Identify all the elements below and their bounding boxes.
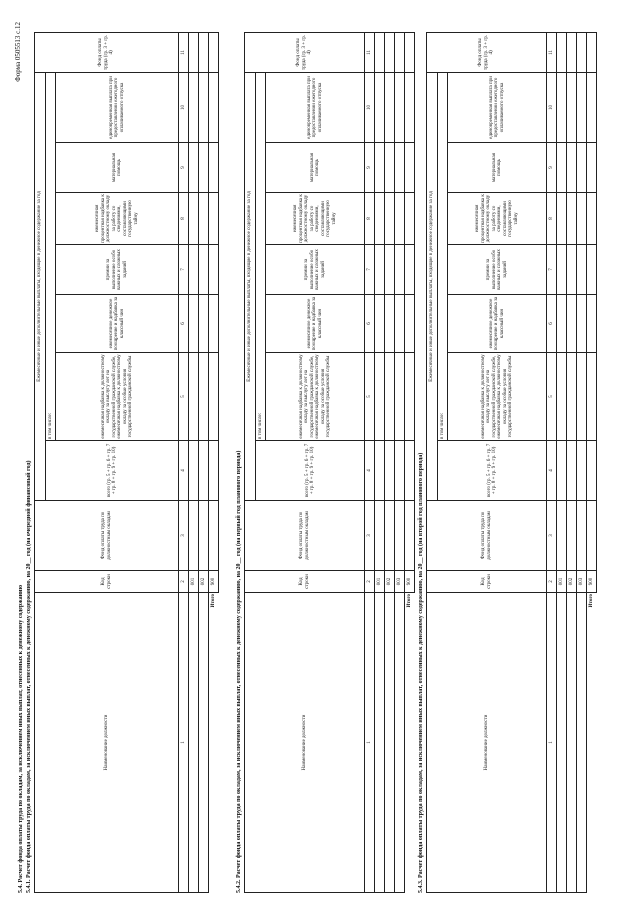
table-cell — [567, 193, 577, 245]
col-number-8: 8 — [179, 193, 189, 245]
total-cell — [587, 295, 597, 353]
table-cell — [567, 143, 577, 193]
row-code-cell: 002 — [567, 571, 577, 593]
header-salary-fund: Фонд оплаты труда по должностным окладам — [245, 501, 365, 571]
table-cell — [567, 72, 577, 142]
total-label: Итого — [405, 593, 415, 893]
table-cell — [557, 353, 567, 441]
table-cell — [395, 593, 405, 893]
total-cell — [209, 32, 219, 72]
table-cell — [557, 72, 567, 142]
header-including: в том числе: — [46, 72, 56, 440]
table-cell — [557, 295, 567, 353]
table-cell — [385, 593, 395, 893]
table-cell — [199, 32, 209, 72]
table-row — [385, 32, 395, 892]
col-number-4: 4 — [547, 441, 557, 501]
table-cell — [395, 193, 405, 245]
total-cell — [587, 245, 597, 295]
table-cell — [557, 245, 567, 295]
total-cell — [209, 72, 219, 142]
total-cell — [209, 295, 219, 353]
header-payroll-fund: Фонд оплаты труда (гр. 3 + гр. 4) — [35, 32, 179, 72]
total-cell — [209, 245, 219, 295]
col-number-11: 11 — [179, 32, 189, 72]
header-position-name: Наименование должности — [35, 593, 179, 893]
table-cell — [395, 143, 405, 193]
table-row — [189, 32, 199, 892]
total-cell — [405, 501, 415, 571]
row-code-cell: 001 — [375, 571, 385, 593]
section-title-2: 5.4.2. Расчет фонда оплаты труда по окладам, за исключением иных выплат, отнесенных к денежному содержанию, на 20__ год (на первый год планового периода) — [236, 450, 242, 893]
total-cell — [405, 143, 415, 193]
table-cell — [375, 441, 385, 501]
table-cell — [189, 353, 199, 441]
total-code-cell: 900 — [405, 571, 415, 593]
header-total: всего (гр. 5 + гр. 6 + гр. 7 + гр. 8 + гр. 9 + гр. 10) — [438, 441, 547, 501]
col-number-1: 1 — [547, 593, 557, 893]
table-cell — [567, 32, 577, 72]
header-row-code: Код строки — [245, 571, 365, 593]
header-col-9: материальная помощь — [56, 143, 179, 193]
table-row — [577, 32, 587, 892]
col-number-7: 7 — [547, 245, 557, 295]
total-cell — [587, 143, 597, 193]
col-number-6: 6 — [547, 295, 557, 353]
table-cell — [189, 593, 199, 893]
table-cell — [395, 245, 405, 295]
header-col-8: ежемесячная процентная надбавка к должностному окладу за работу со сведениями, составляющими государственную тайну — [448, 193, 547, 245]
table-cell — [199, 245, 209, 295]
col-number-6: 6 — [179, 295, 189, 353]
col-number-6: 6 — [365, 295, 375, 353]
table-cell — [557, 193, 567, 245]
table-cell — [557, 143, 567, 193]
total-cell — [209, 193, 219, 245]
table-cell — [199, 501, 209, 571]
header-col-10: единовременная выплата при предоставлении ежегодного оплачиваемого отпуска — [266, 72, 365, 142]
header-col-8: ежемесячная процентная надбавка к должностному окладу за работу со сведениями, составляющими государственную тайну — [266, 193, 365, 245]
col-number-7: 7 — [179, 245, 189, 295]
header-col-9: материальная помощь — [266, 143, 365, 193]
header-col-10: единовременная выплата при предоставлении ежегодного оплачиваемого отпуска — [56, 72, 179, 142]
col-number-1: 1 — [365, 593, 375, 893]
header-extra-payments: Ежемесячные и иные дополнительные выплаты, входящие в денежное содержание за год — [427, 72, 438, 500]
table-cell — [577, 143, 587, 193]
table-cell — [189, 295, 199, 353]
col-number-10: 10 — [179, 72, 189, 142]
col-number-9: 9 — [547, 143, 557, 193]
col-number-7: 7 — [365, 245, 375, 295]
col-number-9: 9 — [179, 143, 189, 193]
col-number-5: 5 — [365, 353, 375, 441]
table-cell — [577, 441, 587, 501]
col-number-2: 2 — [179, 571, 189, 593]
total-row — [587, 32, 597, 892]
header-col-5: ежемесячная надбавка к должностному окладу за выслугу лет на государственной гражданской службе, ежемесячная надбавка к должностному окладу за особые условия государственной гражданской службы — [448, 353, 547, 441]
table-cell — [557, 32, 567, 72]
total-cell — [405, 441, 415, 501]
header-col-6: ежемесячное денежное поощрение и надбавка за классный чин — [448, 295, 547, 353]
header-payroll-fund: Фонд оплаты труда (гр. 3 + гр. 4) — [427, 32, 547, 72]
total-label: Итого — [209, 593, 219, 893]
table-cell — [395, 441, 405, 501]
table-cell — [557, 501, 567, 571]
table-cell — [577, 501, 587, 571]
table-row — [199, 32, 209, 892]
header-position-name: Наименование должности — [245, 593, 365, 893]
col-number-3: 3 — [365, 501, 375, 571]
total-cell — [587, 32, 597, 72]
table-cell — [199, 295, 209, 353]
table-cell — [375, 143, 385, 193]
table-cell — [375, 72, 385, 142]
header-salary-fund: Фонд оплаты труда по должностным окладам — [35, 501, 179, 571]
header-col-10: единовременная выплата при предоставлении ежегодного оплачиваемого отпуска — [448, 72, 547, 142]
table-cell — [199, 353, 209, 441]
total-cell — [209, 143, 219, 193]
col-number-5: 5 — [547, 353, 557, 441]
table-cell — [577, 295, 587, 353]
col-number-4: 4 — [179, 441, 189, 501]
col-number-10: 10 — [547, 72, 557, 142]
table-cell — [385, 32, 395, 72]
total-cell — [209, 441, 219, 501]
table-cell — [189, 32, 199, 72]
col-number-4: 4 — [365, 441, 375, 501]
header-including: в том числе: — [438, 72, 448, 440]
header-salary-fund: Фонд оплаты труда по должностным окладам — [427, 501, 547, 571]
total-cell — [405, 353, 415, 441]
col-number-8: 8 — [365, 193, 375, 245]
col-number-10: 10 — [365, 72, 375, 142]
header-payroll-fund: Фонд оплаты труда (гр. 3 + гр. 4) — [245, 32, 365, 72]
total-row — [209, 32, 219, 892]
salary-table-3 — [426, 32, 597, 893]
table-cell — [189, 441, 199, 501]
table-row — [567, 32, 577, 892]
total-cell — [405, 72, 415, 142]
table-cell — [395, 72, 405, 142]
table-cell — [385, 295, 395, 353]
section-title-3: 5.4.3. Расчет фонда оплаты труда по окладам, за исключением иных выплат, отнесенных к денежному содержанию, на 20__ год (на второй год планового периода) — [418, 452, 424, 893]
table-cell — [577, 353, 587, 441]
table-cell — [189, 245, 199, 295]
col-number-3: 3 — [179, 501, 189, 571]
row-code-cell: 003 — [395, 571, 405, 593]
table-cell — [385, 441, 395, 501]
col-number-9: 9 — [365, 143, 375, 193]
total-cell — [405, 295, 415, 353]
total-label: Итого — [587, 593, 597, 893]
col-number-3: 3 — [547, 501, 557, 571]
table-cell — [189, 193, 199, 245]
table-cell — [385, 353, 395, 441]
salary-table-1 — [34, 32, 219, 893]
header-col-7: премии за выполнение особо важных и сложных заданий — [448, 245, 547, 295]
header-col-6: ежемесячное денежное поощрение и надбавка за классный чин — [266, 295, 365, 353]
col-number-2: 2 — [365, 571, 375, 593]
header-row-code: Код строки — [427, 571, 547, 593]
table-cell — [385, 245, 395, 295]
table-cell — [385, 72, 395, 142]
total-cell — [587, 501, 597, 571]
col-number-1: 1 — [179, 593, 189, 893]
table-cell — [577, 32, 587, 72]
total-cell — [405, 193, 415, 245]
table-cell — [375, 501, 385, 571]
table-cell — [199, 143, 209, 193]
row-code-cell: 001 — [189, 571, 199, 593]
table-cell — [199, 593, 209, 893]
header-position-name: Наименование должности — [427, 593, 547, 893]
header-col-9: материальная помощь — [448, 143, 547, 193]
table-cell — [577, 245, 587, 295]
table-cell — [395, 353, 405, 441]
table-cell — [395, 32, 405, 72]
table-cell — [567, 245, 577, 295]
total-cell — [587, 72, 597, 142]
row-code-cell: 001 — [557, 571, 567, 593]
header-col-5: ежемесячная надбавка к должностному окладу за выслугу лет на государственной гражданской службе, ежемесячная надбавка к должностному окладу за особые условия государственной гражданской службы — [266, 353, 365, 441]
header-row-code: Код строки — [35, 571, 179, 593]
total-cell — [209, 501, 219, 571]
table-cell — [199, 72, 209, 142]
row-code-cell: 002 — [385, 571, 395, 593]
total-code-cell: 900 — [587, 571, 597, 593]
table-cell — [567, 295, 577, 353]
table-cell — [189, 72, 199, 142]
table-row — [375, 32, 385, 892]
table-cell — [557, 441, 567, 501]
table-cell — [375, 353, 385, 441]
total-code-cell: 900 — [209, 571, 219, 593]
table-cell — [577, 72, 587, 142]
table-cell — [385, 143, 395, 193]
total-cell — [209, 353, 219, 441]
col-number-11: 11 — [365, 32, 375, 72]
row-code-cell: 002 — [199, 571, 209, 593]
row-code-cell: 003 — [577, 571, 587, 593]
table-cell — [395, 295, 405, 353]
total-cell — [405, 245, 415, 295]
table-row — [395, 32, 405, 892]
table-cell — [567, 353, 577, 441]
table-cell — [567, 441, 577, 501]
table-cell — [375, 295, 385, 353]
header-including: в том числе: — [256, 72, 266, 440]
col-number-11: 11 — [547, 32, 557, 72]
table-cell — [199, 441, 209, 501]
table-cell — [557, 593, 567, 893]
col-number-2: 2 — [547, 571, 557, 593]
table-cell — [577, 593, 587, 893]
table-cell — [567, 501, 577, 571]
form-code: Форма 0505513 с.12 — [14, 22, 22, 82]
table-cell — [567, 593, 577, 893]
table-cell — [375, 32, 385, 72]
table-cell — [375, 593, 385, 893]
table-cell — [189, 501, 199, 571]
table-cell — [385, 193, 395, 245]
section-title-1: 5.4.1. Расчет фонда оплаты труда по окладам, за исключением иных выплат, отнесенных к денежному содержанию, на 20__ год (на очередной финансовый год) — [26, 460, 32, 893]
total-cell — [587, 441, 597, 501]
header-total: всего (гр. 5 + гр. 6 + гр. 7 + гр. 8 + гр. 9 + гр. 10) — [46, 441, 179, 501]
header-col-5: ежемесячная надбавка к должностному окладу за выслугу лет на государственной гражданской службе, ежемесячная надбавка к должностному окладу за особые условия государственной гражданской службы — [56, 353, 179, 441]
table-cell — [577, 193, 587, 245]
section-main-title: 5.4. Расчет фонда оплаты труда по окладам, за исключением иных выплат, отнесенных к денежному содержанию — [18, 584, 24, 893]
header-total: всего (гр. 5 + гр. 6 + гр. 7 + гр. 8 + гр. 9 + гр. 10) — [256, 441, 365, 501]
total-row — [405, 32, 415, 892]
total-cell — [587, 193, 597, 245]
header-extra-payments: Ежемесячные и иные дополнительные выплаты, входящие в денежное содержание за год — [35, 72, 46, 500]
salary-table-2 — [244, 32, 415, 893]
col-number-8: 8 — [547, 193, 557, 245]
table-cell — [189, 143, 199, 193]
header-extra-payments: Ежемесячные и иные дополнительные выплаты, входящие в денежное содержание за год — [245, 72, 256, 500]
col-number-5: 5 — [179, 353, 189, 441]
table-cell — [199, 193, 209, 245]
header-col-8: ежемесячная процентная надбавка к должностному окладу за работу со сведениями, составляющими государственную тайну — [56, 193, 179, 245]
table-cell — [375, 193, 385, 245]
header-col-7: премии за выполнение особо важных и сложных заданий — [56, 245, 179, 295]
header-col-6: ежемесячное денежное поощрение и надбавка за классный чин — [56, 295, 179, 353]
table-cell — [395, 501, 405, 571]
table-cell — [385, 501, 395, 571]
total-cell — [405, 32, 415, 72]
table-cell — [375, 245, 385, 295]
table-row — [557, 32, 567, 892]
total-cell — [587, 353, 597, 441]
header-col-7: премии за выполнение особо важных и сложных заданий — [266, 245, 365, 295]
